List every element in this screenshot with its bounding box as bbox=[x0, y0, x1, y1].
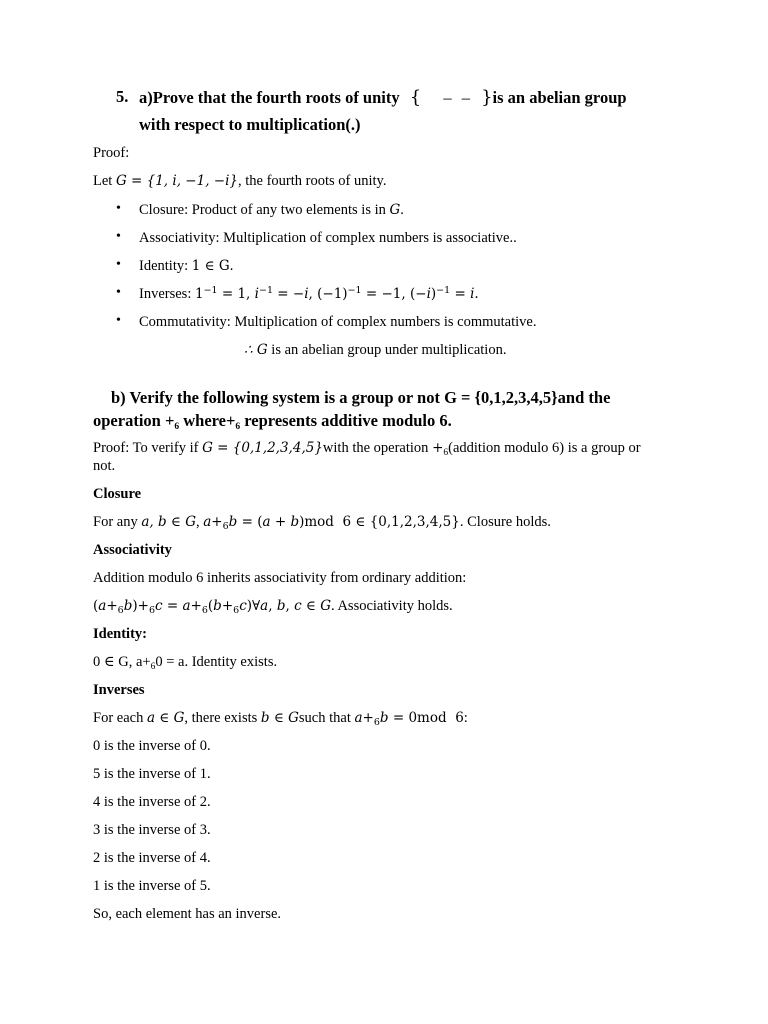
associativity-math: $(a+_6b)+_6c$ = $a+_6(b+_6c)\forall a$, b, c ∈ G bbox=[93, 598, 332, 616]
closure-line-sep: , bbox=[195, 514, 204, 530]
inverses-condition: $a+_6b = 0mod$ 6 bbox=[354, 710, 464, 728]
proof-b-op-sub: 6 bbox=[443, 448, 449, 458]
brace-close: } bbox=[481, 87, 493, 108]
identity-math: 1 ∈ G bbox=[191, 258, 230, 274]
question-5-line-2: with respect to multiplication(.) bbox=[139, 115, 361, 134]
bullet-icon: • bbox=[116, 313, 121, 328]
question-5-text-a: a)Prove that the fourth roots of unity bbox=[139, 88, 400, 107]
closure-end: . bbox=[400, 202, 404, 218]
closure-line-math: $a+_6b = (a + b)mod$ 6 ∈ {0,1,2,3,4,5} bbox=[203, 514, 460, 532]
question-number: 5. bbox=[116, 87, 129, 106]
let-line bbox=[93, 172, 386, 190]
closure-text: Closure: Product of any two elements is in bbox=[139, 202, 390, 218]
inverses-line-b: , there exists bbox=[184, 710, 261, 726]
inverses-var-b: b ∈ G bbox=[260, 710, 299, 726]
question-b-op-c: represents additive modulo 6. bbox=[240, 411, 452, 430]
identity-line bbox=[93, 653, 277, 671]
question-5-line-1 bbox=[139, 87, 627, 109]
question-b-sub-2: 6 bbox=[235, 422, 241, 432]
inverses-line-c: such that bbox=[298, 710, 355, 726]
inverse-item-3: 3 is the inverse of 3. bbox=[93, 822, 211, 838]
inverse-summary: So, each element has an inverse. bbox=[93, 906, 282, 922]
closure-bullet bbox=[139, 201, 404, 219]
proof-b-intro bbox=[93, 439, 641, 457]
bullet-icon: • bbox=[116, 229, 121, 244]
let-prefix: Let bbox=[93, 173, 116, 189]
identity-line-end: . Identity exists. bbox=[184, 654, 278, 670]
associativity-line-2 bbox=[93, 597, 453, 615]
inverses-line: For each a ∈ G, there exists b ∈ Gsuch that $a+_6b = 0mod$ 6: bbox=[93, 710, 468, 728]
identity-bullet bbox=[139, 257, 233, 275]
inverses-var-a: a ∈ G bbox=[146, 710, 185, 726]
question-b-sub-1: 6 bbox=[174, 422, 180, 432]
commutativity-bullet: Commutativity: Multiplication of complex numbers is commutative. bbox=[139, 314, 537, 330]
inverse-item-4: 2 is the inverse of 4. bbox=[93, 850, 211, 866]
inverses-bullet bbox=[139, 285, 479, 303]
inverse-item-5: 1 is the inverse of 5. bbox=[93, 878, 211, 894]
question-b-line-1: b) Verify the following system is a group or not G = {0,1,2,3,4,5}and the bbox=[111, 388, 611, 407]
proof-b-op: + bbox=[432, 440, 444, 456]
question-b-line-2 bbox=[93, 410, 452, 432]
identity-end: . bbox=[229, 258, 234, 274]
closure-heading: Closure bbox=[93, 486, 142, 502]
closure-line-end: . Closure holds. bbox=[459, 514, 551, 530]
missing-elements-dashes: – – bbox=[443, 88, 473, 107]
identity-heading: Identity: bbox=[93, 626, 147, 642]
associativity-heading: Associativity bbox=[93, 542, 172, 558]
associativity-bullet: Associativity: Multiplication of complex numbers is associative.. bbox=[139, 230, 517, 246]
inverses-text: Inverses: bbox=[139, 286, 195, 302]
question-5-text-b: is an abelian group bbox=[492, 88, 627, 107]
therefore-symbol: ∴ G bbox=[244, 342, 268, 358]
proof-b-intro-c: (addition modulo 6) is a group or bbox=[448, 440, 641, 456]
closure-line-vars: a, b ∈ G bbox=[141, 514, 196, 530]
inverses-line-a: For each bbox=[93, 710, 147, 726]
associativity-end: . Associativity holds. bbox=[331, 598, 453, 614]
question-b-op-b: where+ bbox=[179, 411, 236, 430]
proof-b-intro-b: with the operation bbox=[322, 440, 433, 456]
closure-line bbox=[93, 513, 551, 531]
bullet-icon: • bbox=[116, 201, 121, 216]
set-definition: G = {1, i, −1, −i} bbox=[115, 173, 238, 189]
bullet-icon: • bbox=[116, 257, 121, 272]
closure-symbol: G bbox=[389, 202, 401, 218]
identity-math-b: 0 ∈ G, $a+_60 = a$ bbox=[93, 654, 185, 672]
let-suffix: , the fourth roots of unity. bbox=[238, 173, 387, 189]
brace-open: { bbox=[409, 87, 422, 108]
proof-b-intro-a: Proof: To verify if bbox=[93, 440, 203, 456]
question-b-op-a: operation + bbox=[93, 411, 175, 430]
proof-b-intro-cont: not. bbox=[93, 458, 116, 474]
identity-text: Identity: bbox=[139, 258, 192, 274]
inverses-math: $1^{-1} = 1$, $i^{-1} = -i$, $(-1)^{-1} = -1$, $(-i)^{-1} = i$. bbox=[194, 285, 479, 302]
conclusion-text: is an abelian group under multiplication. bbox=[267, 342, 507, 358]
proof-b-set: G = {0,1,2,3,4,5} bbox=[202, 440, 323, 456]
inverses-heading: Inverses bbox=[93, 682, 145, 698]
inverse-item-1: 5 is the inverse of 1. bbox=[93, 766, 211, 782]
associativity-line-1: Addition modulo 6 inherits associativity from ordinary addition: bbox=[93, 570, 467, 586]
inverse-item-0: 0 is the inverse of 0. bbox=[93, 738, 211, 754]
bullet-icon: • bbox=[116, 285, 121, 300]
inverse-item-2: 4 is the inverse of 2. bbox=[93, 794, 211, 810]
conclusion-line bbox=[244, 341, 506, 359]
closure-line-a: For any bbox=[93, 514, 142, 530]
proof-label: Proof: bbox=[93, 145, 130, 161]
